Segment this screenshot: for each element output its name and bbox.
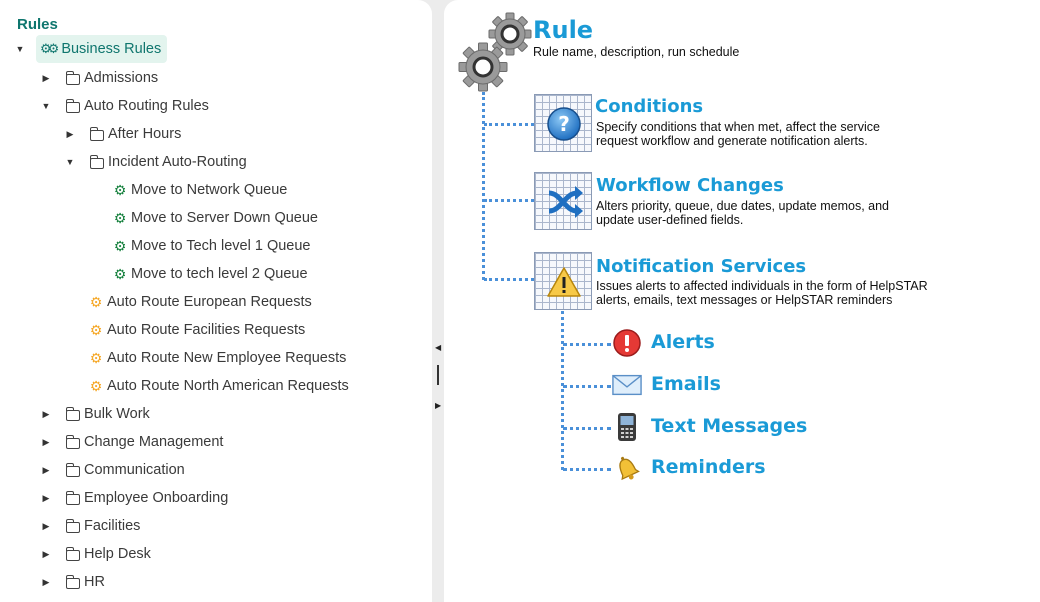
tree-label: After Hours xyxy=(108,126,182,142)
panel-title: Rules xyxy=(17,16,58,33)
tree-root-business-rules[interactable] xyxy=(14,37,167,61)
svg-text:?: ? xyxy=(558,112,570,136)
tree-item-hr[interactable] xyxy=(40,570,105,594)
gear-icon: ⚙ xyxy=(89,350,103,366)
tree-label: Facilities xyxy=(84,518,141,534)
rule-overview-diagram xyxy=(444,0,1040,602)
tree-item-change-management[interactable] xyxy=(40,430,223,454)
caret-down-icon[interactable]: ▼ xyxy=(41,101,51,111)
connector-line xyxy=(484,123,534,126)
splitter-handle[interactable] xyxy=(437,365,439,385)
channel-reminders: Reminders xyxy=(651,456,766,478)
tree-label: Admissions xyxy=(84,70,159,86)
folder-icon xyxy=(89,154,105,170)
notification-box xyxy=(534,252,592,310)
notification-desc-1: Issues alerts to affected individuals in the form of HelpSTAR xyxy=(596,279,928,293)
tree-item-rule[interactable] xyxy=(112,178,287,202)
panel-splitter[interactable] xyxy=(432,0,444,602)
gear-icon: ⚙ xyxy=(89,322,103,338)
connector-line xyxy=(484,278,534,281)
folder-icon xyxy=(65,574,81,590)
tree-label: Auto Route European Requests xyxy=(107,294,312,310)
channel-emails: Emails xyxy=(651,373,721,395)
tree-item-facilities[interactable] xyxy=(40,514,140,538)
bell-icon xyxy=(612,453,642,483)
caret-right-icon[interactable]: ▶ xyxy=(42,72,50,83)
question-icon xyxy=(535,95,593,153)
connector-line xyxy=(563,385,611,388)
tree-label: Move to Network Queue xyxy=(131,182,288,198)
tree-item-help-desk[interactable] xyxy=(40,542,151,566)
workflow-heading: Workflow Changes xyxy=(596,175,784,196)
caret-right-icon[interactable]: ▶ xyxy=(42,520,50,531)
connector-line xyxy=(563,427,611,430)
tree-item-bulk-work[interactable] xyxy=(40,402,150,426)
tree-item-rule[interactable] xyxy=(88,318,305,342)
folder-icon xyxy=(65,462,81,478)
caret-right-icon[interactable]: ▶ xyxy=(42,464,50,475)
channel-alerts: Alerts xyxy=(651,331,715,353)
tree-item-incident-auto-routing[interactable] xyxy=(64,150,247,174)
conditions-desc-1: Specify conditions that when met, affect the service xyxy=(596,120,880,134)
rule-description: Rule name, description, run schedule xyxy=(533,45,740,59)
tree-item-admissions[interactable] xyxy=(40,66,158,90)
folder-icon xyxy=(65,98,81,114)
expand-right-icon[interactable]: ▶ xyxy=(435,401,442,410)
tree-label: Change Management xyxy=(84,434,224,450)
tree-label: HR xyxy=(84,574,105,590)
connector-line xyxy=(482,92,485,280)
notification-desc-2: alerts, emails, text messages or HelpSTAR reminders xyxy=(596,293,893,307)
tree-item-communication[interactable] xyxy=(40,458,185,482)
rules-tree-panel xyxy=(0,0,432,602)
alert-icon xyxy=(612,328,642,358)
envelope-icon xyxy=(612,370,642,400)
folder-icon xyxy=(65,546,81,562)
selected-node[interactable] xyxy=(36,35,167,63)
tree-item-rule[interactable] xyxy=(88,290,312,314)
folder-icon xyxy=(65,518,81,534)
shuffle-icon xyxy=(535,173,593,231)
tree-item-auto-routing-rules[interactable] xyxy=(40,94,209,118)
tree-item-rule[interactable] xyxy=(112,234,310,258)
tree-item-after-hours[interactable] xyxy=(64,122,181,146)
caret-right-icon[interactable]: ▶ xyxy=(42,576,50,587)
gear-icon: ⚙ xyxy=(113,238,127,254)
conditions-box xyxy=(534,94,592,152)
tree-label: Bulk Work xyxy=(84,406,150,422)
folder-icon xyxy=(65,434,81,450)
gear-icon: ⚙ xyxy=(89,378,103,394)
notification-heading: Notification Services xyxy=(596,256,807,277)
connector-line xyxy=(563,343,611,346)
tree-label: Help Desk xyxy=(84,546,151,562)
phone-icon xyxy=(612,412,642,442)
connector-line xyxy=(563,468,611,471)
tree-item-employee-onboarding[interactable] xyxy=(40,486,228,510)
caret-down-icon[interactable]: ▼ xyxy=(65,157,75,167)
gear-icon: ⚙ xyxy=(113,266,127,282)
gear-icon: ⚙ xyxy=(89,294,103,310)
folder-icon xyxy=(65,490,81,506)
collapse-left-icon[interactable]: ◀ xyxy=(435,343,442,352)
folder-icon xyxy=(89,126,105,142)
workflow-desc-1: Alters priority, queue, due dates, update memos, and xyxy=(596,199,889,213)
gear-icon xyxy=(458,42,508,92)
workflow-box xyxy=(534,172,592,230)
gears-icon: ⚙⚙ xyxy=(40,41,56,56)
tree-item-rule[interactable] xyxy=(112,206,318,230)
channel-text-messages: Text Messages xyxy=(651,415,808,437)
tree-label: Auto Route North American Requests xyxy=(107,378,349,394)
caret-down-icon[interactable]: ▼ xyxy=(15,44,25,54)
caret-right-icon[interactable]: ▶ xyxy=(42,492,50,503)
tree-label: Move to tech level 2 Queue xyxy=(131,266,308,282)
caret-right-icon[interactable]: ▶ xyxy=(66,128,74,139)
tree-label: Incident Auto-Routing xyxy=(108,154,247,170)
tree-label: Auto Route New Employee Requests xyxy=(107,350,347,366)
caret-right-icon[interactable]: ▶ xyxy=(42,436,50,447)
conditions-desc-2: request workflow and generate notification alerts. xyxy=(596,134,868,148)
tree-label: Employee Onboarding xyxy=(84,490,229,506)
tree-label: Auto Routing Rules xyxy=(84,98,209,114)
tree-label: Communication xyxy=(84,462,185,478)
rule-heading: Rule xyxy=(533,16,594,44)
tree-label: Business Rules xyxy=(61,41,162,57)
connector-line xyxy=(561,311,564,470)
gear-icon: ⚙ xyxy=(113,182,127,198)
tree-label: Auto Route Facilities Requests xyxy=(107,322,306,338)
tree-item-rule[interactable] xyxy=(112,262,308,286)
workflow-desc-2: update user-defined fields. xyxy=(596,213,744,227)
tree-item-rule[interactable] xyxy=(88,374,349,398)
tree-item-rule[interactable] xyxy=(88,346,346,370)
folder-icon xyxy=(65,70,81,86)
caret-right-icon[interactable]: ▶ xyxy=(42,408,50,419)
folder-icon xyxy=(65,406,81,422)
tree-label: Move to Tech level 1 Queue xyxy=(131,238,311,254)
warning-icon xyxy=(535,253,593,311)
caret-right-icon[interactable]: ▶ xyxy=(42,548,50,559)
tree-label: Move to Server Down Queue xyxy=(131,210,318,226)
connector-line xyxy=(484,199,534,202)
conditions-heading: Conditions xyxy=(595,96,704,117)
gear-icon: ⚙ xyxy=(113,210,127,226)
